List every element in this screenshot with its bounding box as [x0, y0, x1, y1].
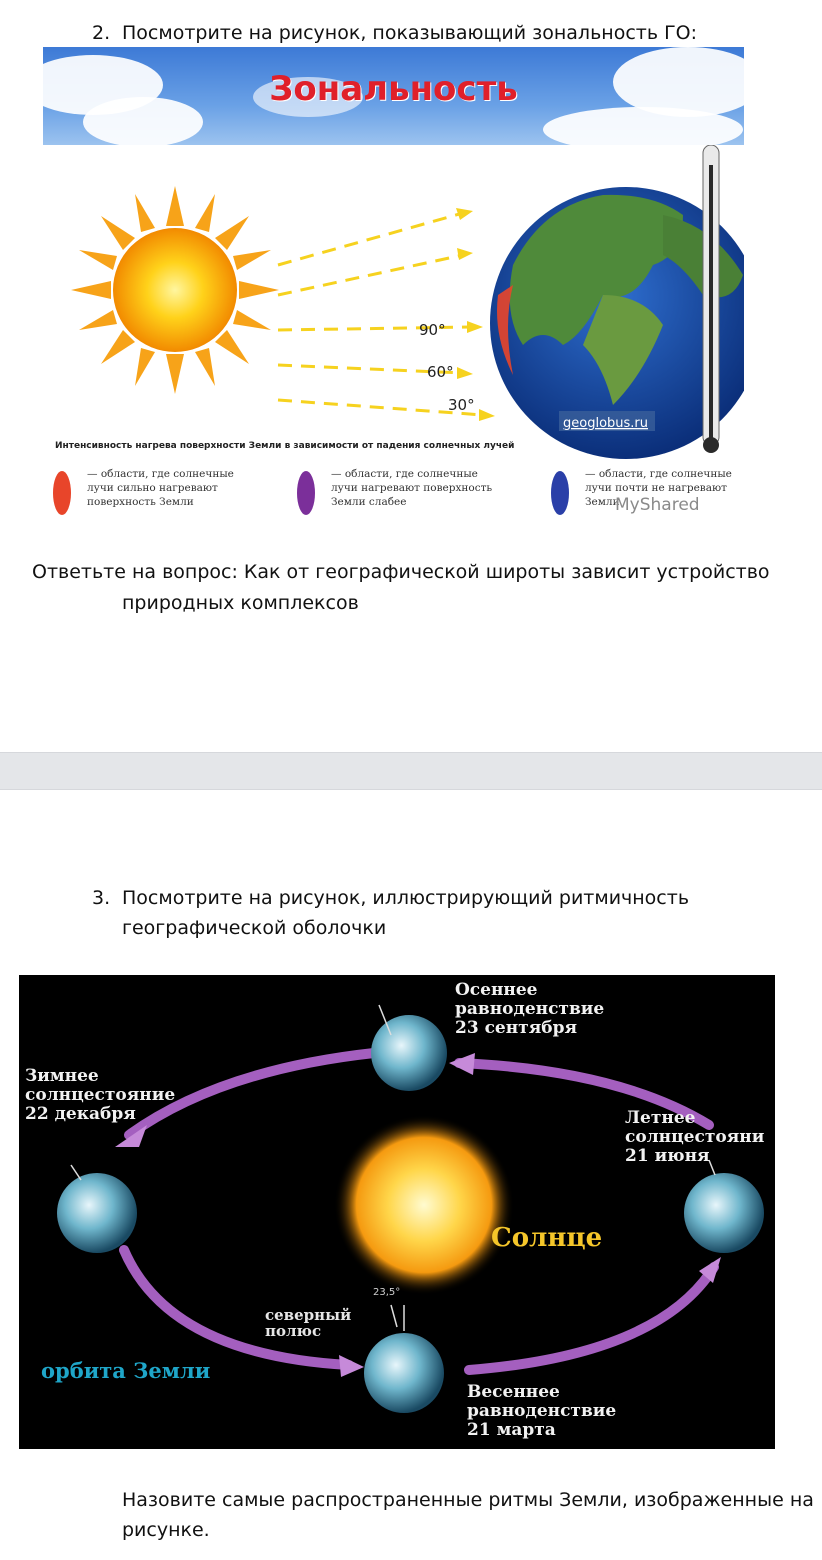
zonality-figure: [43, 47, 744, 523]
legend-text: — области, где солнечные лучи сильно нагревают поверхность Земли: [87, 468, 234, 508]
question-2-text-line1: Ответьте на вопрос: Как от географической широты зависит устройство: [32, 561, 770, 583]
blue-dot-icon: [551, 471, 569, 515]
red-dot-icon: [53, 471, 71, 515]
question-3-text-line1: Назовите самые распространенные ритмы Земли, изображенные на: [122, 1489, 814, 1511]
tilt-label: 23,5°: [373, 1287, 401, 1298]
sun-label: Солнце: [491, 1223, 603, 1253]
question-3-number: 3.: [92, 887, 111, 909]
legend-text: — области, где солнечные лучи нагревают поверхность Земли слабее: [331, 468, 493, 508]
question-3-title-line1: Посмотрите на рисунок, иллюстрирующий ритмичность: [122, 887, 690, 909]
watermark: MyShared: [615, 495, 700, 515]
sun-icon: [71, 186, 279, 394]
legend-item-strong: [53, 467, 253, 519]
page-separator: [0, 752, 822, 790]
earth-orbit-figure: [19, 975, 775, 1449]
figure-caption: Интенсивность нагрева поверхности Земли в зависимости от падения солнечных лучей: [55, 441, 515, 451]
legend-text: — области, где солнечные лучи почти не нагревают Земли: [585, 468, 732, 508]
question-3-text-line2: рисунке.: [122, 1519, 210, 1541]
figure-heading: Зональность: [269, 69, 518, 109]
thermometer-icon: [703, 145, 719, 453]
legend-item-weaker: [297, 467, 497, 519]
question-2-title: Посмотрите на рисунок, показывающий зональность ГО:: [122, 22, 698, 44]
angle-90-label: 90°: [419, 321, 446, 339]
orbit-label: орбита Земли: [41, 1358, 211, 1383]
angle-30-label: 30°: [448, 396, 475, 414]
spring-equinox-label: Весеннее равноденствие 21 марта: [467, 1382, 617, 1440]
autumn-equinox-label: Осеннее равноденствие 23 сентября: [455, 980, 605, 1038]
question-3-title-line2: географической оболочки: [122, 917, 387, 939]
question-2-number: 2.: [92, 22, 111, 44]
sun-icon: [334, 1115, 514, 1295]
purple-dot-icon: [297, 471, 315, 515]
winter-solstice-label: Зимнее солнцестояние 22 декабря: [25, 1066, 176, 1124]
summer-solstice-label: Летнее солнцестояни 21 июня: [625, 1108, 765, 1166]
question-2-text-line2: природных комплексов: [122, 592, 359, 614]
north-pole-label: северный полюс: [265, 1306, 352, 1340]
site-label: geoglobus.ru: [563, 416, 649, 431]
angle-60-label: 60°: [427, 363, 454, 381]
